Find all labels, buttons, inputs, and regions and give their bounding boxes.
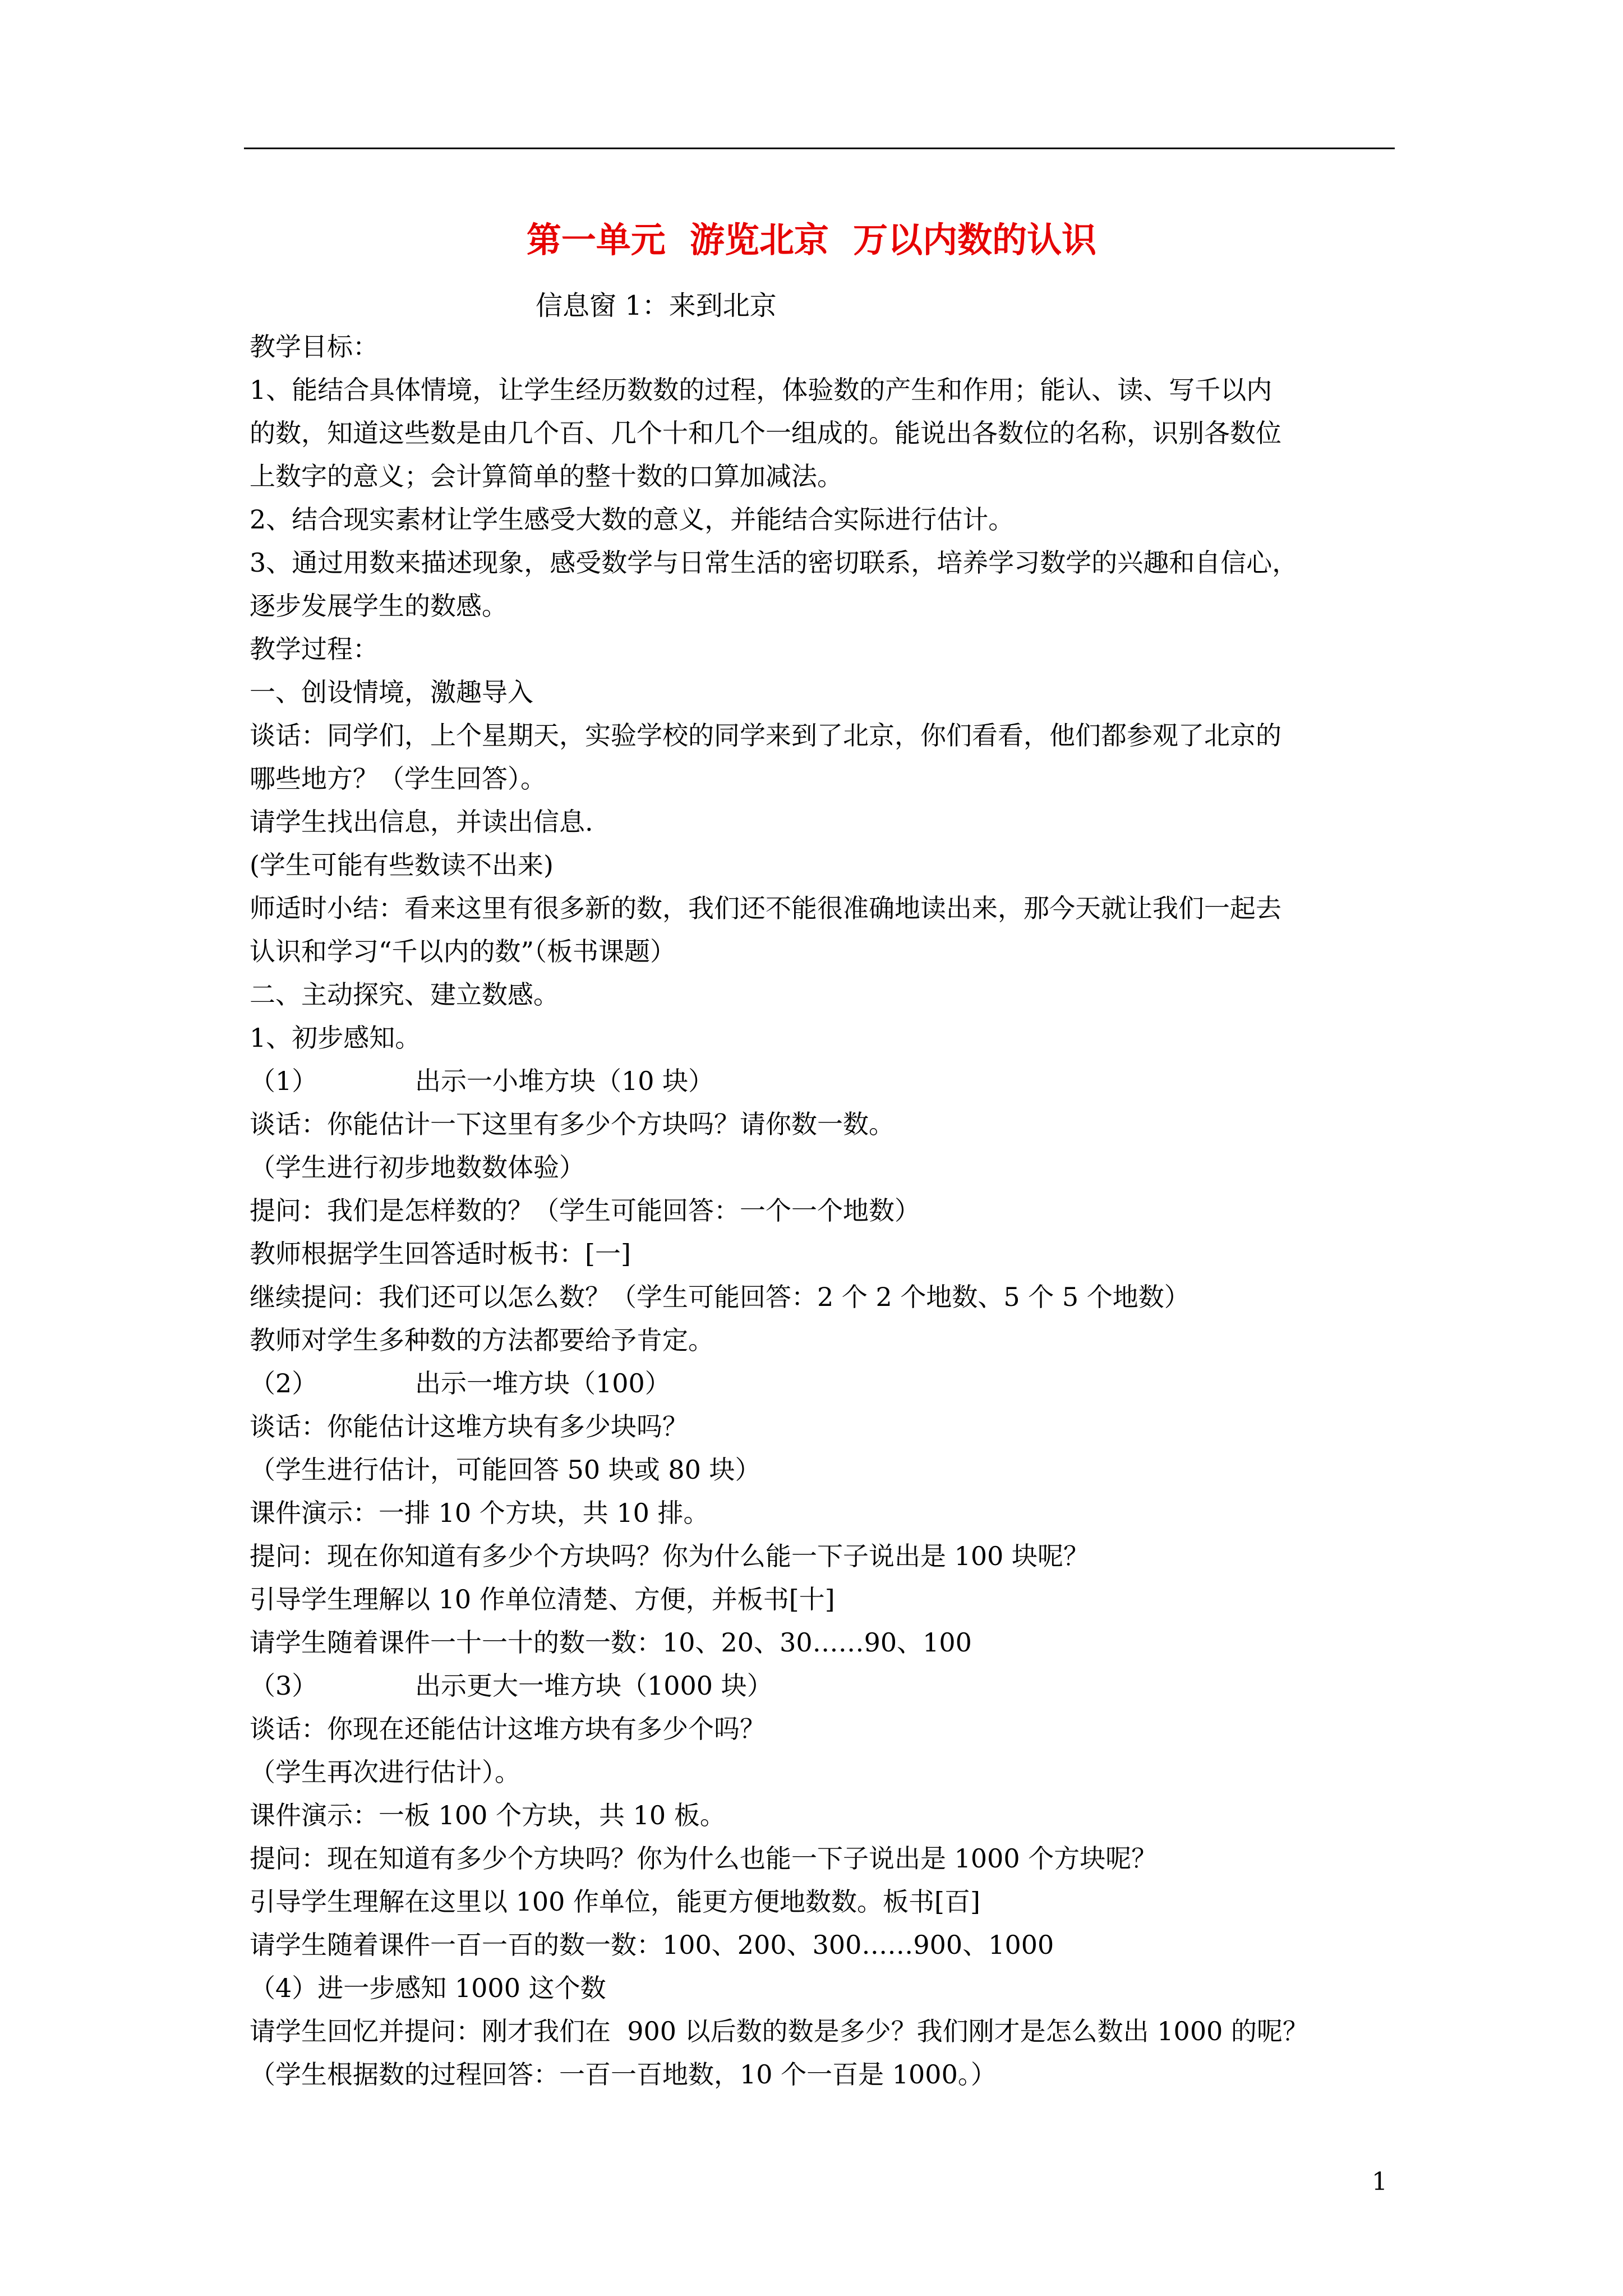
step-number: （3） — [250, 1671, 318, 1701]
text-line: (学生可能有些数读不出来) — [250, 850, 554, 880]
text-line: 课件演示：一板 100 个方块，共 10 板。 — [250, 1800, 726, 1830]
document-subtitle: 信息窗 1：来到北京 — [536, 290, 777, 321]
text-line: 请学生随着课件一十一十的数一数：10、20、30……90、100 — [250, 1627, 972, 1658]
text-line: 认识和学习“千以内的数”（板书课题） — [250, 936, 676, 967]
step-text: 出示一小堆方块（10 块） — [415, 1066, 714, 1096]
text-line: 请学生随着课件一百一百的数一数：100、200、300……900、1000 — [250, 1930, 1054, 1960]
text-line: 引导学生理解以 10 作单位清楚、方便，并板书[十] — [250, 1584, 835, 1614]
text-line: （学生进行估计，可能回答 50 块或 80 块） — [250, 1455, 761, 1485]
document-body — [250, 325, 1394, 2096]
text-line: 提问：我们是怎样数的？（学生可能回答：一个一个地数） — [250, 1195, 920, 1226]
header-rule — [244, 148, 1395, 149]
page-number: 1 — [1372, 2168, 1387, 2196]
text-line: 谈话：你能估计一下这里有多少个方块吗？请你数一数。 — [250, 1109, 895, 1139]
step-number: （1） — [250, 1066, 318, 1096]
step-text: 出示一堆方块（100） — [415, 1368, 671, 1398]
text-line: 请学生回忆并提问：刚才我们在 900 以后数的数是多少？我们刚才是怎么数出 1000 的呢？ — [250, 2016, 1308, 2046]
text-line: （学生进行初步地数数体验） — [250, 1152, 585, 1182]
step-text: 出示更大一堆方块（1000 块） — [415, 1671, 773, 1701]
document-title: 第一单元 游览北京 万以内数的认识 — [526, 219, 1097, 260]
text-line: 教学过程： — [250, 634, 379, 664]
text-line: 2、结合现实素材让学生感受大数的意义，并能结合实际进行估计。 — [250, 504, 1015, 535]
text-line: （学生再次进行估计）。 — [250, 1757, 520, 1787]
text-line: 一、创设情境，激趣导入 — [250, 677, 533, 707]
text-line: 1、能结合具体情境，让学生经历数数的过程，体验数的产生和作用；能认、读、写千以内 — [250, 375, 1272, 405]
text-line: 逐步发展学生的数感。 — [250, 591, 508, 621]
text-line: 师适时小结：看来这里有很多新的数，我们还不能很准确地读出来，那今天就让我们一起去 — [250, 893, 1281, 923]
text-line: 二、主动探究、建立数感。 — [250, 979, 559, 1010]
text-line: （学生根据数的过程回答：一百一百地数，10 个一百是 1000。） — [250, 2059, 997, 2090]
text-line: 的数，知道这些数是由几个百、几个十和几个一组成的。能说出各数位的名称，识别各数位 — [250, 418, 1281, 448]
text-line: 1、初步感知。 — [250, 1023, 421, 1053]
step-number: （2） — [250, 1368, 318, 1398]
text-line: 引导学生理解在这里以 100 作单位，能更方便地数数。板书[百] — [250, 1887, 980, 1917]
text-line: 教师对学生多种数的方法都要给予肯定。 — [250, 1325, 714, 1355]
text-line: 课件演示：一排 10 个方块，共 10 排。 — [250, 1498, 709, 1528]
step-item-3 — [250, 1664, 1394, 1708]
text-line: 上数字的意义；会计算简单的整十数的口算加减法。 — [250, 461, 843, 491]
text-line: 提问：现在你知道有多少个方块吗？你为什么能一下子说出是 100 块呢？ — [250, 1541, 1090, 1571]
text-line: 教学目标： — [250, 332, 379, 362]
step-item-2 — [250, 1362, 1394, 1405]
text-line: 请学生找出信息，并读出信息. — [250, 807, 593, 837]
text-line: 教师根据学生回答适时板书：[一] — [250, 1239, 631, 1269]
text-line: 谈话：同学们，上个星期天，实验学校的同学来到了北京，你们看看，他们都参观了北京的 — [250, 720, 1281, 751]
text-line: 提问：现在知道有多少个方块吗？你为什么也能一下子说出是 1000 个方块呢？ — [250, 1843, 1158, 1874]
text-line: 谈话：你现在还能估计这堆方块有多少个吗？ — [250, 1714, 766, 1744]
step-item-1 — [250, 1060, 1394, 1103]
text-line: （4）进一步感知 1000 这个数 — [250, 1973, 606, 2003]
text-line: 3、通过用数来描述现象，感受数学与日常生活的密切联系，培养学习数学的兴趣和自信心， — [250, 547, 1298, 578]
text-line: 哪些地方？（学生回答）。 — [250, 763, 546, 794]
text-line: 继续提问：我们还可以怎么数？（学生可能回答：2 个 2 个地数、5 个 5 个地数） — [250, 1282, 1190, 1312]
text-line: 谈话：你能估计这堆方块有多少块吗？ — [250, 1411, 688, 1442]
